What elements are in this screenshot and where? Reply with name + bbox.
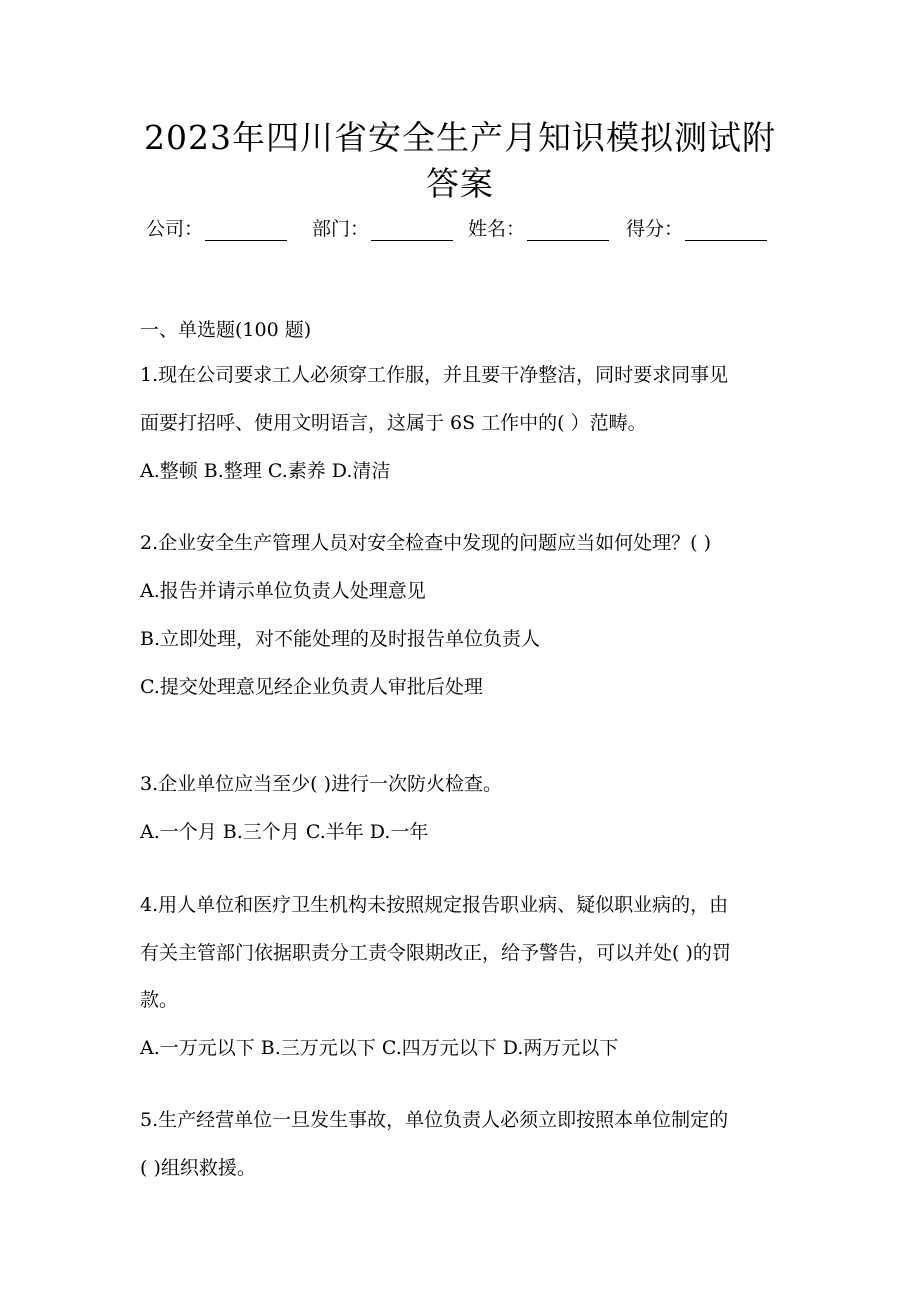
name-blank <box>527 220 609 241</box>
question-4-stem-line1: 4.用人单位和医疗卫生机构未按照规定报告职业病、疑似职业病的，由 <box>140 894 729 916</box>
section-heading: 一、单选题(100 题) <box>140 319 312 341</box>
header-info-row <box>146 214 786 244</box>
department-label: 部门： <box>312 218 370 240</box>
question-5-stem-line2: ( )组织救援。 <box>140 1157 256 1179</box>
question-1-options: A.整顿 B.整理 C.素养 D.清洁 <box>140 460 391 482</box>
question-1-stem-line1: 1.现在公司要求工人必须穿工作服，并且要干净整洁，同时要求同事见 <box>140 364 729 386</box>
question-2-option-b: B.立即处理，对不能处理的及时报告单位负责人 <box>140 628 541 650</box>
question-2-stem: 2.企业安全生产管理人员对安全检查中发现的问题应当如何处理？( ) <box>140 532 711 554</box>
question-5-stem-line1: 5.生产经营单位一旦发生事故，单位负责人必须立即按照本单位制定的 <box>140 1109 729 1131</box>
company-label: 公司： <box>146 218 204 240</box>
score-blank <box>685 220 767 241</box>
department-blank <box>371 220 453 241</box>
question-4-stem-line2: 有关主管部门依据职责分工责令限期改正，给予警告，可以并处( )的罚 <box>140 942 731 964</box>
document-title-line2: 答案 <box>426 164 494 203</box>
company-field <box>146 214 287 241</box>
question-2-option-c: C.提交处理意见经企业负责人审批后处理 <box>140 676 483 698</box>
name-field <box>468 214 609 241</box>
question-1-stem-line2: 面要打招呼、使用文明语言，这属于 6S 工作中的( ）范畴。 <box>140 412 647 434</box>
document-title-line1: 2023年四川省安全生产月知识模拟测试附 <box>144 118 776 157</box>
name-label: 姓名： <box>468 218 526 240</box>
question-3-stem: 3.企业单位应当至少( )进行一次防火检查。 <box>140 773 502 795</box>
question-3-options: A.一个月 B.三个月 C.半年 D.一年 <box>140 821 429 843</box>
question-2-option-a: A.报告并请示单位负责人处理意见 <box>140 580 426 602</box>
question-4-options: A.一万元以下 B.三万元以下 C.四万元以下 D.两万元以下 <box>140 1037 619 1059</box>
question-4-stem-line3: 款。 <box>140 989 179 1011</box>
score-label: 得分： <box>626 218 684 240</box>
company-blank <box>205 220 287 241</box>
department-field <box>312 214 453 241</box>
score-field <box>626 214 767 241</box>
